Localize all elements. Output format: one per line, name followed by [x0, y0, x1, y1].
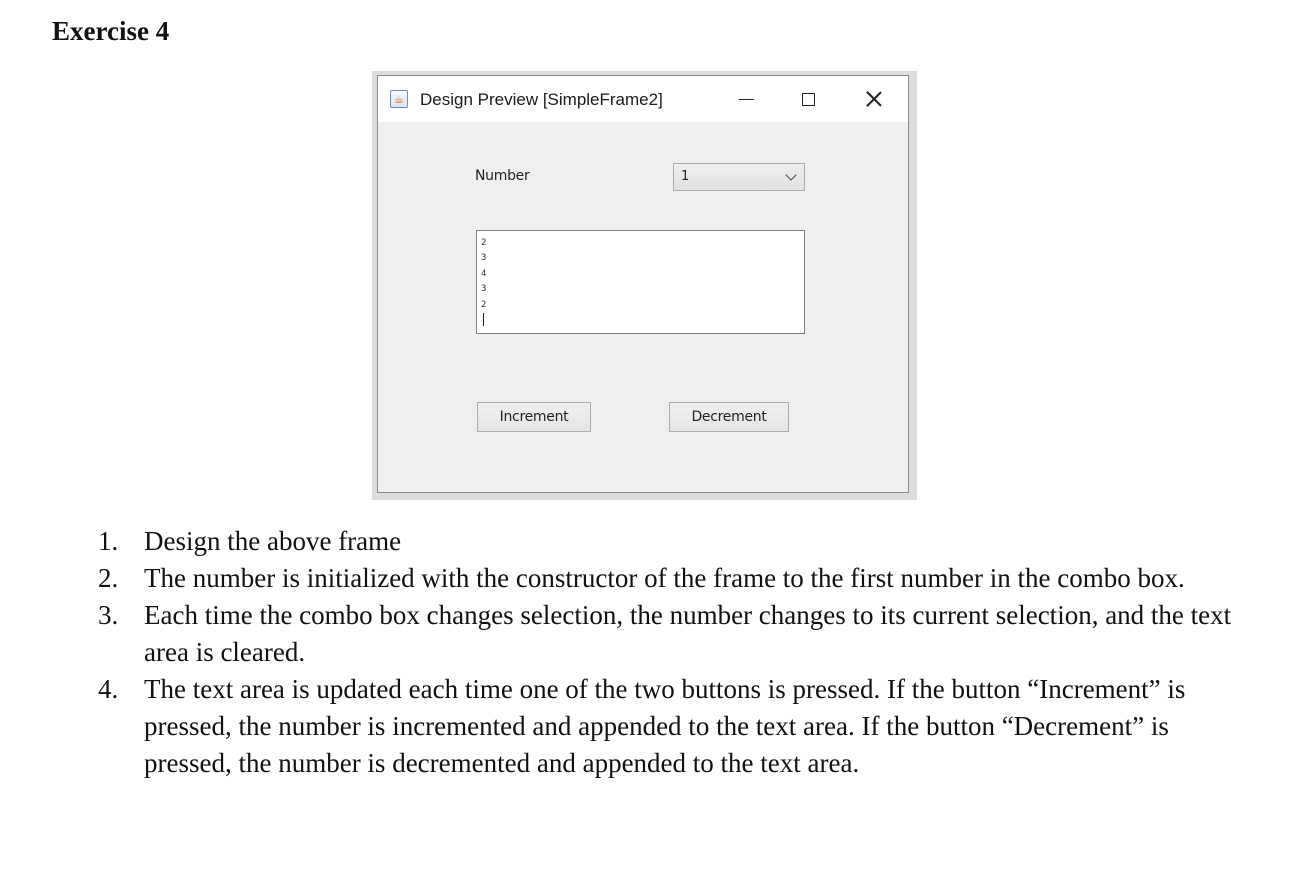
maximize-icon — [802, 93, 815, 106]
frame-screenshot — [372, 71, 917, 500]
instruction-number: 3. — [98, 600, 119, 630]
title-bar[interactable] — [378, 76, 908, 122]
combo-selected-value: 1 — [681, 169, 690, 184]
window-title: Design Preview [SimpleFrame2] — [420, 90, 663, 109]
instruction-text: The text area is updated each time one of the two buttons is pressed. If the button “Increment” is pressed, the number is incremented and appended to the text area. If the button “Decrement” is pressed, the number is decremented and appended to the text area. — [144, 674, 1186, 778]
increment-button[interactable]: Increment — [477, 402, 591, 432]
instruction-text: Design the above frame — [144, 526, 402, 556]
decrement-button[interactable]: Decrement — [669, 402, 789, 432]
text-area-line: 3 — [481, 253, 487, 264]
instruction-text: Each time the combo box changes selection, the number changes to its current selection, and the text area is cleared. — [144, 600, 1232, 667]
instruction-item — [98, 523, 1248, 560]
instruction-item — [98, 597, 1248, 671]
instruction-item — [98, 560, 1248, 597]
chevron-down-icon — [785, 169, 796, 180]
instruction-text: The number is initialized with the constructor of the frame to the first number in the combo box. — [144, 563, 1185, 593]
instruction-number: 1. — [98, 526, 119, 556]
number-combo-box[interactable] — [673, 163, 805, 191]
text-area-line: 4 — [481, 268, 487, 279]
text-area-line: 2 — [481, 238, 487, 248]
text-area-line: 2 — [481, 299, 487, 310]
number-label: Number — [475, 168, 530, 184]
text-caret — [483, 313, 484, 326]
maximize-button[interactable] — [788, 84, 828, 114]
instruction-number: 2. — [98, 563, 119, 593]
minimize-icon — [739, 99, 754, 100]
close-button[interactable] — [854, 84, 894, 114]
minimize-button[interactable] — [726, 84, 766, 114]
close-icon — [866, 91, 882, 107]
output-text-area[interactable] — [476, 230, 805, 334]
java-icon: ☕ — [390, 90, 408, 108]
instruction-number: 4. — [98, 674, 119, 704]
instructions-list — [98, 523, 1248, 782]
exercise-heading: Exercise 4 — [52, 16, 170, 46]
design-preview-window — [377, 75, 909, 493]
text-area-line: 3 — [481, 284, 487, 295]
instruction-item — [98, 671, 1248, 782]
